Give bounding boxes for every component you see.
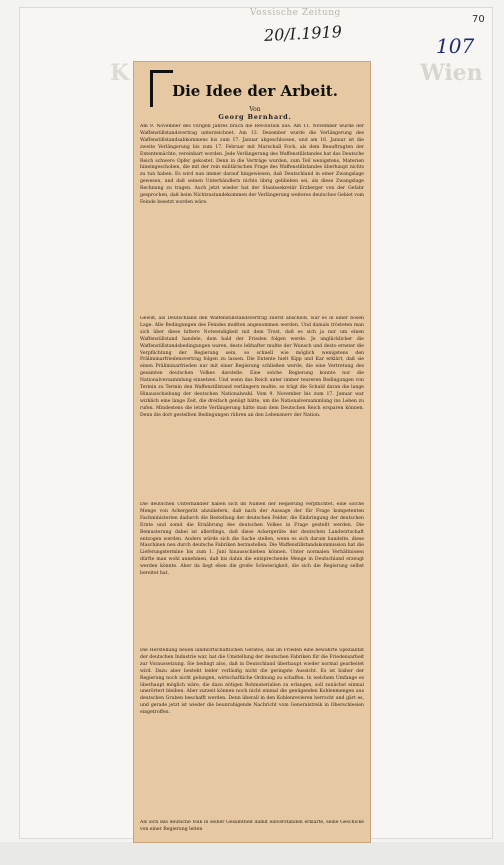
article-paragraph: Die Herstellung neuen landwirtschaftlichen Gerätes, das im Frieden eine bewährte Spezialität der deutschen Industrie war, hat die Umstellung der deutschen Fabriken für die Friedensarbeit zur Voraussetzung. Sie bedingt also, daß in Deutschland überhaupt wieder normal gearbeitet wird. Dazu aber besteht leider vorläufig nicht die geringste Aussicht. Es ist bisher der Regierung noch nicht gelungen, wirtschaftliche Ordnung zu schaffen. In welchem Umfange es überhaupt möglich wäre, die dazu nötigen Rohmaterialien zu erlangen, soll zunächst einmal unerörtert bleiben. Aber zurzeit können noch nicht einmal die genügenden Kohlenmengen aus deutschen Gruben beschafft werden. Denn überall in den Kohlenrevieren herrscht und gärt es, und gerade jetzt ist wieder die beunruhigende Nachricht vom Generalstreik in Oberschlesien eingetroffen. <box>140 648 364 716</box>
scan-bottom-strip <box>0 842 504 865</box>
faint-bleed-right: Wien <box>420 60 483 86</box>
article-headline: Die Idee der Arbeit. <box>172 82 338 100</box>
article-paragraph: Die deutschen Unterhändler haben sich im Namen der Regierung verpflichtet, eine solche Menge von Ackergerät abzuliefern, daß nach der Aussage der für Frage kompetenten Fachministerien dadurch die Bestellung der deutschen Felder, die Einbringung der deutschen Ernte und somit die Ernährung des deutschen Volkes in Frage gestellt werden. Die Bemusterung dabei ist allerdings, daß diese Ackergeräte der deutschen Landwirtschaft entzogen werden. Anders würde sich die Sache stellen, wenn es sich darum handelte, diese Maschinen neu durch deutsche Fabriken herzustellen. Die Waffenstillstandskommission hat die Lieferungstermine bis zum 1. Juni hinausschieben können. Unter normalen Verhältnissen dürfte man wohl annehmen, daß bis dahin die entsprechende Menge in Deutschland erzeugt werden könnte. Aber da liegt eben die große Schwierigkeit, die sich die Regierung selbst bereitet hat. <box>140 502 364 577</box>
article-paragraph: Gewiß, als Deutschland den Waffenstillstandsvertrag zuerst abschloß, war es in einer bösen Lage. Alle Bedingungen des Feindes mußten angenommen werden. Und damals trösteten man sich über diese bittere Notwendigkeit mit dem Trost, daß es sich ja nur um einen Waffenstillstand handele, dem bald der Frieden folgen werde. Je unglücklicher die Waffenstillstandsbedingungen waren, desto lebhafter mußte der Wunsch und desto ernster die Verpflichtung der Regierung sein, so schnell wie möglich wenigstens den Präliminarfriedensvertrag folgen zu lassen. Die Entente hielt Kipp und Kar erklärt, daß sie einen Präliminarfrieden nur mit einer Regierung schließen werde, die eine Vertretung des gesamten deutschen Volkes darstelle. Eine solche Regierung konnte nur die Nationalversammlung einsetzen. Und wenn das Reich unter immer teureren Bedingungen von Termin zu Termin den Waffenstillstand verlängern mußte, so trägt die Schuld daran die lange Hinausschiebung der deutschen Nationalwahl. Vom 9. November bis zum 17. Januar war wirklich eine lange Zeit, die dreifach genügt hätte, um die Nationalversammlung ins Leben zu rufen. Mindestens die letzte Verlängerung hätte man dem Deutschen Reich ersparen können. Denn die dort gestellten Bedingungen rühren an den Lebensnerv der Nation. <box>140 316 364 418</box>
corner-number: 70 <box>472 14 485 25</box>
byline-von: Von <box>249 106 261 113</box>
byline-author: Georg Bernhard. <box>218 113 292 121</box>
faint-bleed-left: K <box>110 60 130 86</box>
article-paragraph: Als sich das deutsche Volk in seiner Gesamtheit damit einverstanden erklärte, seine Geschicke von einer Regierung leiten <box>140 820 364 832</box>
handwritten-date: 20/I.1919 <box>263 21 343 46</box>
article-paragraph: Am 9. November des vorigen Jahres brach die Revolution aus. Am 11. November wurde der Waffenstillstandsvertrag unterzeichnet. Am 13. Dezember wurde die Verlängerung des Waffenstillstandsabkommens bis zum 17. Januar abgeschlossen, und am 16. Januar ist die zweite Verlängerung bis zum 17. Februar mit Marschall Foch, als dem Beauftragten der Ententemächte, vereinbart worden. Jede Verlängerung des Waffenstillstandes hat das Deutsche Reich schwere Opfer gekostet. Denn in die Verträge wurden, zum Teil wenigstens, Materien hineingeschoben, die mit der rein militärischen Frage des Waffenstillstandes überhaupt nichts zu tun haben. Es wird nun immer darauf hingewiesen, daß Deutschland in einer Zwangslage gewesen, und daß seinen Unterhändlern nichts übrig geblieben sei, als diese Zwangslage Rechnung zu tragen. Auch jetzt wieder hat der Staatssekretär Erzberger von der Gefahr gesprochen, daß beim Nichtzustandekommen der Verlängerung weiteres deutsches Gebiet vom Feinde besetzt worden wäre. <box>140 124 364 205</box>
handwritten-page-number: 107 <box>436 34 475 58</box>
faint-masthead-text: Vossische Zeitung <box>250 8 341 18</box>
